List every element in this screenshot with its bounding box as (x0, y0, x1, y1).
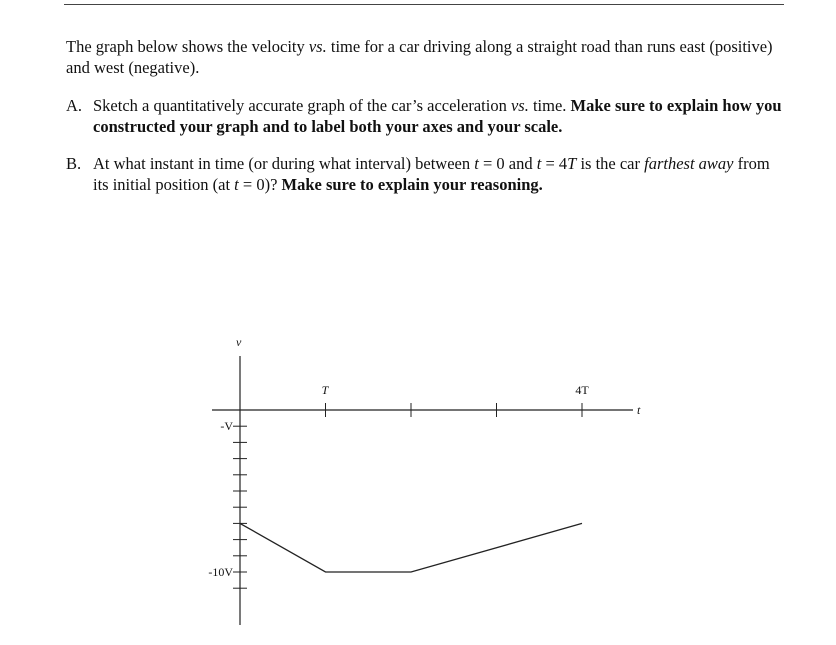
velocity-line (240, 523, 582, 572)
intro-paragraph: The graph below shows the velocity vs. time for a car driving along a straight road than runs east (positive) and west (negative). (66, 37, 773, 77)
question-a-letter: A. (66, 96, 83, 115)
question-b-letter: B. (66, 154, 82, 173)
x-axis-label: t (637, 403, 641, 417)
question-a-text: Sketch a quantitatively accurate graph of the car’s acceleration vs. time. Make sure to explain how you constructed your graph and to label both your axes and your scale. (93, 96, 782, 136)
y-tick-label-minus-V: -V (220, 419, 233, 433)
y-tick-label-minus-10V: -10V (208, 565, 233, 579)
x-tick-label-T: T (321, 383, 329, 397)
y-axis-label: v (236, 335, 242, 349)
question-b-text: At what instant in time (or during what interval) between t = 0 and t = 4T is the car farthest away from its initial position (at t = 0)? Make sure to explain your reasoning. (93, 154, 770, 194)
x-tick-label-4T: 4T (575, 383, 589, 397)
